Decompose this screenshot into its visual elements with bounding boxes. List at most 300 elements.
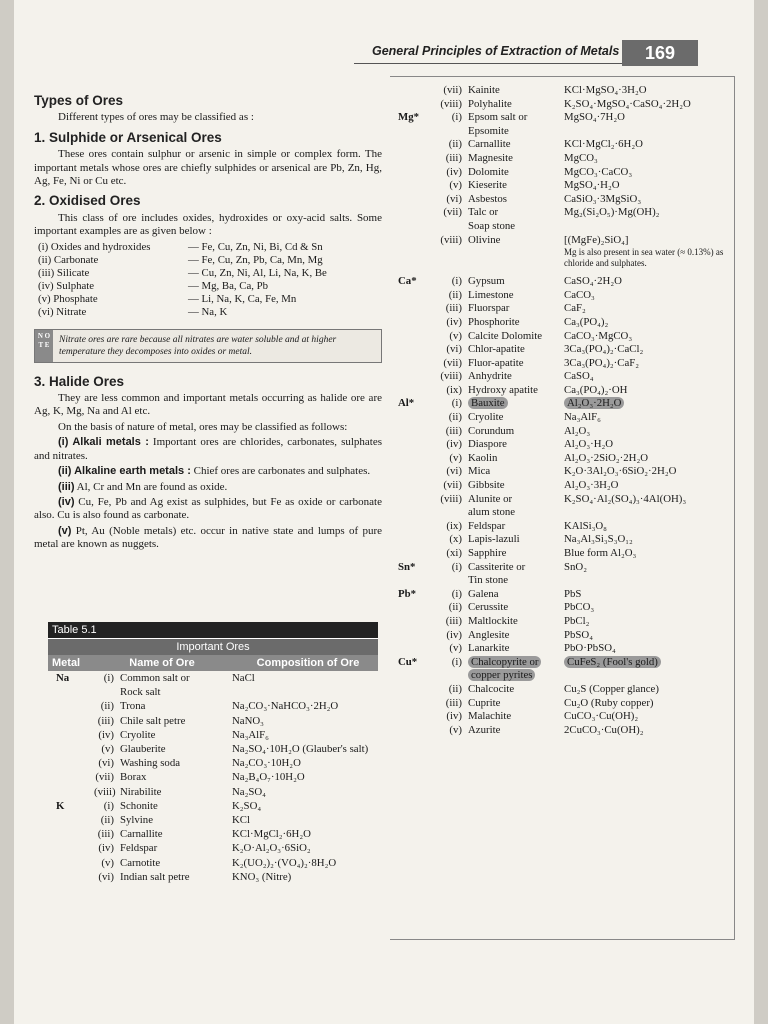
composition-cell: KAlSi₃O₈ [564,519,607,532]
metal-cell [48,785,94,799]
index-cell: (iii) [445,302,462,315]
list-item: (iv) Cu, Fe, Pb and Ag exist as sulphides, but Fe as oxide or carbonate also. Cu is also found as carbonate. [34,495,382,522]
ore-name-cell: Diaspore [468,438,507,451]
ore-name-cell: Epsomite [468,124,509,137]
metal-cell [396,302,430,316]
classification-para: On the basis of nature of metal, ores may be classified as follows: [58,420,348,433]
table-row [396,84,736,98]
metal-cell [48,870,94,884]
index-cell: (iv) [446,438,462,451]
metal-cell [396,547,430,561]
index-cell: (vi) [446,465,462,478]
table-row [396,316,736,330]
index-cell: (viii) [440,233,462,246]
table-row [396,397,736,411]
table-row [396,152,736,166]
table-row [396,206,736,220]
table-caption: Table 5.1 [48,622,378,638]
index-cell: (vii) [443,84,462,96]
composition-cell [564,656,736,670]
ore-name-cell: Sylvine [120,814,153,827]
highlight-mark: copper pyrites [468,669,535,681]
table-row [396,425,736,439]
page-header [354,40,698,66]
index-cell: (vi) [446,343,462,356]
index-cell: (ii) [448,288,462,301]
metal-cell [396,452,430,466]
metal-cell [396,642,430,656]
metal-cell [48,813,94,827]
table-row [396,683,736,697]
table-row [48,728,378,742]
index-cell: (i) [103,799,114,812]
metal-cell [396,384,430,398]
ore-name-cell: Kaolin [468,451,498,464]
index-cell: (i) [451,397,462,410]
index-cell: (xi) [446,547,462,559]
index-cell: (iv) [446,315,462,328]
composition-cell: Na₂CO₃·10H₂O [232,757,301,770]
index-cell: (iii) [97,714,114,727]
index-cell: (v) [449,179,462,192]
metal-cell [48,699,94,713]
ore-name-cell: Feldspar [468,519,506,532]
table-row [396,111,736,125]
composition-cell: K₂SO₄·MgSO₄·CaSO₄·2H₂O [564,97,691,110]
composition-cell: [(MgFe)₂SiO₄] [564,233,629,246]
example-row: (ii) Carbonate — Fe, Cu, Zn, Pb, Ca, Mn, Mg [38,253,323,266]
metal-cell [396,234,430,248]
composition-cell: MgSO₄·H₂O [564,179,620,192]
halide-para: They are less common and important metals occurring as halide ore are Ag, K, Mg, Na and Al etc. [34,392,382,418]
ore-name-cell: Asbestos [468,192,507,205]
index-cell: (v) [449,723,462,736]
ore-name-cell: Cuprite [468,696,501,709]
table-row [48,785,378,799]
metal-cell [396,289,430,303]
ore-name-cell: Carnallite [468,138,511,151]
ore-name-cell: Magnesite [468,151,513,164]
ore-name-cell: Soap stone [468,219,516,232]
composition-cell: PbO·PbSO₄ [564,642,616,655]
index-cell: (ix) [446,519,462,532]
ore-name-cell: Polyhalite [468,97,512,110]
oxidised-para: This class of ore includes oxides, hydroxides or oxy-acid salts. Some important examples are as given below : [34,211,382,238]
table-row [396,452,736,466]
index-cell: (iii) [445,614,462,627]
ore-name-cell [468,397,564,411]
composition-cell: 2CuCO₃·Cu(OH)₂ [564,723,644,736]
metal-cell [396,669,430,683]
ore-name-cell: Lapis-lazuli [468,533,520,546]
index-cell: (iv) [98,842,114,855]
index-cell: (i) [451,560,462,573]
table-row [396,697,736,711]
metal-cell [396,84,430,98]
composition-cell: MgCO₃·CaCO₃ [564,165,633,178]
metal-cell [396,629,430,643]
ore-name-cell: Indian salt petre [120,870,190,883]
ore-name-cell: Cryolite [468,411,504,424]
metal-cell [396,152,430,166]
metal-cell [396,193,430,207]
example-row: (vi) Nitrate — Na, K [38,305,228,318]
ore-name-cell: Glauberite [120,743,166,756]
page-number: 169 [622,40,698,66]
index-cell: (ii) [448,411,462,424]
composition-cell: K₂SO₄ [232,799,262,812]
index-cell: (i) [103,672,114,684]
composition-cell: Na₃AlF₆ [564,411,601,424]
table-row [396,656,736,670]
index-cell: (vii) [443,479,462,492]
metal-cell [48,841,94,855]
composition-cell: 3Ca₃(PO₄)₂·CaCl₂ [564,343,644,356]
composition-cell: Al₂O₃ [564,424,591,437]
left-column [34,88,382,554]
highlight-mark: Chalcopyrite or [468,656,541,668]
index-cell [430,506,468,520]
composition-cell: Na₃AlF₆ [232,728,269,741]
ores-table [48,622,378,884]
table-row [396,125,736,139]
index-cell: (vi) [98,870,114,883]
note-box [34,329,382,363]
index-cell: (iii) [445,424,462,437]
composition-cell: CuCO₃·Cu(OH)₂ [564,710,639,723]
metal-cell [396,370,430,384]
ore-name-cell: Kainite [468,84,500,96]
index-cell: (viii) [440,492,462,505]
metal-cell [396,615,430,629]
table-title: Important Ores [48,638,378,655]
table-row [396,533,736,547]
index-cell: (iv) [98,728,114,741]
ore-name-cell: Anhydrite [468,370,512,383]
metal-cell: Na [56,672,70,684]
composition-cell: Cu₂O (Ruby copper) [564,696,654,709]
index-cell: (vi) [446,192,462,205]
composition-cell [564,397,736,411]
types-heading: Types of Ores [34,93,124,108]
metal-cell [396,479,430,493]
index-cell: (iv) [446,165,462,178]
composition-cell: KCl·MgSO₄·3H₂O [564,84,647,96]
metal-cell [396,493,430,507]
highlight-mark: Al₂O₃·2H₂O [564,397,624,409]
composition-cell: CaCO₃·MgCO₃ [564,329,633,342]
composition-cell: K₂SO₄·Al₂(SO₄)₃·4Al(OH)₃ [564,492,687,505]
index-cell: (i) [451,275,462,288]
index-cell: (vii) [95,771,114,784]
table-row [48,799,378,813]
ore-name-cell: Cassiterite or [468,560,526,573]
right-column [396,84,736,737]
metal-cell [396,166,430,180]
ore-name-cell: Feldspar [120,842,158,855]
example-row: (iii) Silicate — Cu, Zn, Ni, Al, Li, Na, K, Be [38,266,327,279]
ore-name-cell: Schonite [120,799,158,812]
composition-cell: K₂O·3Al₂O₃·6SiO₂·2H₂O [564,465,677,478]
ore-name-cell: Gibbsite [468,479,505,492]
metal-cell [396,206,430,220]
index-cell [94,685,120,699]
table-row [396,615,736,629]
ore-name-cell: Carnallite [120,828,163,841]
composition-cell: CaCO₃ [564,288,595,301]
index-cell: (ii) [448,601,462,614]
ore-name-cell: Common salt or [120,672,190,684]
metal-cell: K [56,799,65,812]
table-row [396,275,736,289]
composition-cell: PbCl₂ [564,614,590,627]
index-cell: (i) [451,587,462,600]
header-rule [354,63,622,64]
index-cell: (viii) [440,97,462,110]
note-label: N O T E [35,330,53,362]
index-cell: (iv) [446,710,462,723]
mg-note-row [396,247,736,269]
index-cell: (v) [449,642,462,655]
composition-cell [564,220,736,234]
ore-name-cell: Maltlockite [468,614,518,627]
table-row [396,98,736,112]
table-row [396,234,736,248]
ore-name-cell: Tin stone [468,574,509,587]
table-row [48,671,378,685]
composition-cell: CaSO₄·2H₂O [564,275,622,288]
ore-name-cell: Limestone [468,288,514,301]
table-row [396,561,736,575]
ore-name-cell: Cerussite [468,601,509,614]
ore-name-cell: Mica [468,465,491,478]
composition-cell: Al₂O₃·2SiO₂·2H₂O [564,451,649,464]
metal-cell: Cu* [398,655,418,668]
composition-cell: KCl [232,814,250,827]
metal-cell [48,756,94,770]
metal-cell: Al* [398,397,415,410]
metal-cell [48,742,94,756]
composition-cell: KNO₃ (Nitre) [232,870,292,883]
table-row [396,438,736,452]
table-row [48,856,378,870]
index-cell [430,574,468,588]
col-composition: Composition of Ore [256,657,360,669]
ore-name-cell: Phosphorite [468,315,520,328]
ore-name-cell: Cryolite [120,728,156,741]
index-cell: (v) [449,451,462,464]
composition-cell [564,506,736,520]
table-row [48,813,378,827]
metal-cell: Ca* [398,275,417,288]
table-row [48,699,378,713]
table-header [48,655,378,671]
ore-name-cell: Olivine [468,233,501,246]
textbook-page [14,0,754,1024]
composition-cell: KCl·MgCl₂·6H₂O [232,828,311,841]
example-row: (iv) Sulphate — Mg, Ba, Ca, Pb [38,279,269,292]
table-row [396,357,736,371]
index-cell: (ii) [100,814,114,827]
index-cell: (v) [101,743,114,756]
ore-name-cell: Anglesite [468,628,510,641]
index-cell: (viii) [94,785,116,798]
table-row [396,601,736,615]
composition-cell: Al₂O₃·H₂O [564,438,614,451]
metal-cell [396,533,430,547]
table-row [396,724,736,738]
table-row [396,330,736,344]
highlight-mark: Bauxite [468,397,508,409]
composition-cell: Na₂SO₄·10H₂O (Glauber's salt) [232,743,369,756]
index-cell: (iii) [97,828,114,841]
composition-cell: Na₂CO₃·NaHCO₃·2H₂O [232,700,339,713]
composition-cell: KCl·MgCl₂·6H₂O [564,138,643,151]
index-cell: (vii) [443,206,462,219]
ore-name-cell: Galena [468,587,499,600]
table-row [396,179,736,193]
index-cell: (viii) [440,370,462,383]
table-row [48,685,378,699]
oxide-examples [34,241,382,319]
ore-name-cell: Hydroxy apatite [468,383,538,396]
composition-cell: Na₂B₄O₇·10H₂O [232,771,305,784]
ore-name-cell [468,656,564,670]
composition-cell: SnO₂ [564,560,587,573]
metal-cell [396,179,430,193]
table-body [48,671,378,884]
ore-name-cell: Talc or [468,206,499,219]
sulphide-heading: 1. Sulphide or Arsenical Ores [34,129,222,145]
col-name: Name of Ore [129,657,195,669]
ore-name-cell [468,669,564,683]
metal-cell [48,770,94,784]
list-item: (ii) Alkaline earth metals : Chief ores are carbonates and sulphates. [58,465,371,478]
table-row [396,506,736,520]
index-cell: (iv) [446,628,462,641]
metal-cell [48,728,94,742]
metal-cell [48,714,94,728]
ore-name-cell: alum stone [468,506,516,519]
table-row [396,166,736,180]
table-row [48,756,378,770]
index-cell [430,669,468,683]
example-row: (v) Phosphate — Li, Na, K, Ca, Fe, Mn [38,292,297,305]
ore-name-cell: Kieserite [468,179,507,192]
mg-note: Mg is also present in sea water (≈ 0.13%) as chloride and sulphates. [564,247,724,269]
index-cell [430,125,468,139]
ore-name-cell: Rock salt [120,686,161,699]
metal-cell: Sn* [398,560,416,573]
ore-name-cell: Azurite [468,723,501,736]
table-row [396,629,736,643]
table-row [396,465,736,479]
composition-cell: CaSO₄ [564,370,594,383]
ore-name-cell: Sapphire [468,547,507,559]
ore-name-cell: Trona [120,700,146,713]
metal-cell [396,438,430,452]
metal-cell [396,425,430,439]
composition-cell: CaSiO₃·3MgSiO₃ [564,192,642,205]
composition-cell: Mg₂(Si₂O₅)·Mg(OH)₂ [564,206,660,219]
right-rows-top [396,84,736,247]
metal-cell [396,574,430,588]
index-cell: (iii) [445,696,462,709]
metal-cell [396,98,430,112]
index-cell: (v) [449,329,462,342]
composition-cell: PbS [564,587,582,600]
index-cell: (v) [101,856,114,869]
ore-name-cell: Chalcocite [468,682,515,695]
col-metal: Metal [52,657,81,669]
composition-cell: Ca₃(PO₄)₂ [564,315,609,328]
list-item: (v) Pt, Au (Noble metals) etc. occur in native state and lumps of pure metal are known as nuggets. [34,524,382,551]
metal-cell [396,697,430,711]
table-row [48,742,378,756]
metal-cell: Mg* [398,111,419,124]
ore-name-cell: Carnotite [120,856,161,869]
index-cell: (i) [451,111,462,124]
note-text: Nitrate ores are rare because all nitrates are water soluble and at higher temperature they decomposes into oxides or metal. [59,334,337,357]
table-row [396,370,736,384]
types-intro: Different types of ores may be classified as : [58,111,254,124]
ore-name-cell: Alunite or [468,492,513,505]
metal-cell [396,343,430,357]
composition-cell: PbSO₄ [564,628,593,641]
table-row [396,547,736,561]
composition-cell: MgSO₄·7H₂O [564,111,625,124]
metal-cell [396,724,430,738]
index-cell: (ii) [100,700,114,713]
metal-cell [396,138,430,152]
table-row [396,384,736,398]
table-row [48,827,378,841]
ore-name-cell: Gypsum [468,275,505,288]
table-row [396,138,736,152]
ore-name-cell: Corundum [468,424,515,437]
composition-cell: Al₂O₃·3H₂O [564,479,619,492]
halide-heading: 3. Halide Ores [34,373,125,389]
composition-cell: MgCO₃ [564,151,598,164]
oxidised-heading: 2. Oxidised Ores [34,193,141,209]
example-row: (i) Oxides and hydroxides — Fe, Cu, Zn, Ni, Bi, Cd & Sn [38,240,323,253]
index-cell: (i) [451,655,462,668]
table-row [396,669,736,683]
ore-name-cell: Borax [120,771,147,784]
ore-name-cell: Dolomite [468,165,509,178]
table-row [396,343,736,357]
composition-cell: Ca₃(PO₄)₂·OH [564,383,628,396]
table-row [396,520,736,534]
index-cell [430,220,468,234]
list-item: (iii) Al, Cr and Mn are found as oxide. [58,480,228,493]
metal-cell: Pb* [398,587,416,600]
running-title: General Principles of Extraction of Metals [372,44,620,58]
index-cell: (x) [449,533,462,546]
table-row [396,493,736,507]
ore-name-cell: Epsom salt or [468,111,528,124]
metal-cell [396,411,430,425]
right-rows-bottom [396,275,736,737]
metal-cell [48,827,94,841]
composition-cell: K₂O·Al₂O₃·6SiO₂ [232,842,311,855]
table-row [396,479,736,493]
table-row [48,714,378,728]
table-row [396,302,736,316]
index-cell: (vii) [443,356,462,369]
composition-cell: PbCO₃ [564,601,595,614]
composition-cell: CaF₂ [564,302,586,315]
